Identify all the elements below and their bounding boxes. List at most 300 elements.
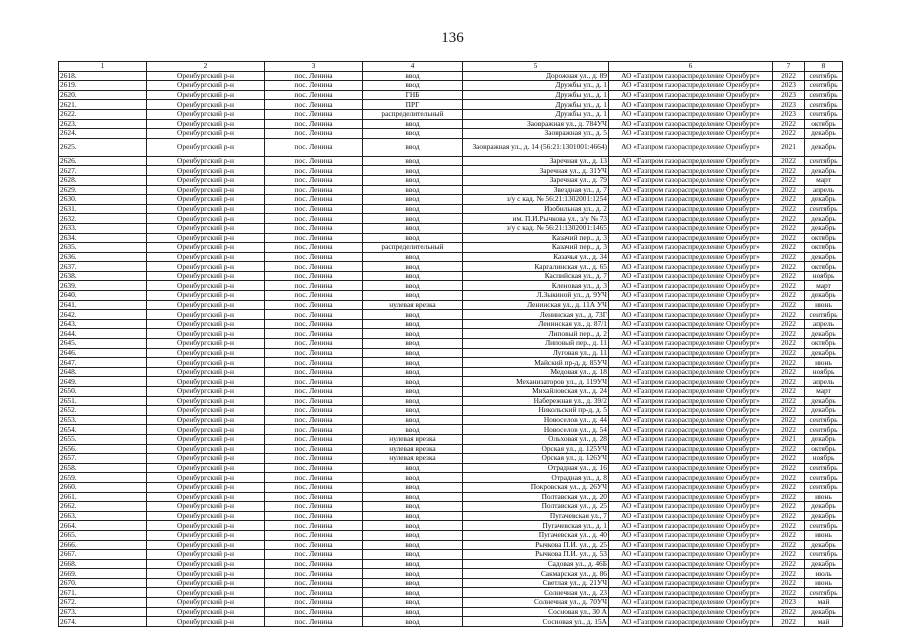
district-cell: Оренбургский р-н xyxy=(147,434,265,444)
row-number: 2642. xyxy=(59,310,147,320)
year-cell: 2022 xyxy=(773,502,805,512)
settlement-cell: пос. Ленина xyxy=(265,243,363,253)
month-cell: сентябрь xyxy=(805,482,843,492)
column-header: 7 xyxy=(773,62,805,72)
address-cell: Пугачевская ул., 7 xyxy=(463,511,609,521)
row-number: 2651. xyxy=(59,396,147,406)
year-cell: 2023 xyxy=(773,100,805,110)
address-cell: Покровская ул., д. 26УЧ xyxy=(463,482,609,492)
organization-cell: АО «Газпром газораспределение Оренбург» xyxy=(609,185,773,195)
row-number: 2657. xyxy=(59,454,147,464)
month-cell: сентябрь xyxy=(805,71,843,81)
month-cell: декабрь xyxy=(805,540,843,550)
row-number: 2665. xyxy=(59,530,147,540)
month-cell: сентябрь xyxy=(805,588,843,598)
district-cell: Оренбургский р-н xyxy=(147,90,265,100)
settlement-cell: пос. Ленина xyxy=(265,588,363,598)
table-row xyxy=(59,109,843,119)
month-cell: сентябрь xyxy=(805,90,843,100)
work-type-cell: ввод xyxy=(363,281,463,291)
month-cell: декабрь xyxy=(805,434,843,444)
month-cell: сентябрь xyxy=(805,81,843,91)
table-row xyxy=(59,607,843,617)
table-row xyxy=(59,521,843,531)
settlement-cell: пос. Ленина xyxy=(265,377,363,387)
month-cell: апрель xyxy=(805,185,843,195)
district-cell: Оренбургский р-н xyxy=(147,387,265,397)
year-cell: 2022 xyxy=(773,588,805,598)
month-cell: апрель xyxy=(805,377,843,387)
organization-cell: АО «Газпром газораспределение Оренбург» xyxy=(609,204,773,214)
document-table xyxy=(58,61,843,627)
table-row xyxy=(59,281,843,291)
work-type-cell: ввод xyxy=(363,339,463,349)
month-cell: декабрь xyxy=(805,511,843,521)
organization-cell: АО «Газпром газораспределение Оренбург» xyxy=(609,454,773,464)
row-number: 2629. xyxy=(59,185,147,195)
work-type-cell: ввод xyxy=(363,81,463,91)
month-cell: декабрь xyxy=(805,348,843,358)
year-cell: 2022 xyxy=(773,281,805,291)
row-number: 2670. xyxy=(59,578,147,588)
month-cell: декабрь xyxy=(805,223,843,233)
settlement-cell: пос. Ленина xyxy=(265,559,363,569)
organization-cell: АО «Газпром газораспределение Оренбург» xyxy=(609,119,773,129)
settlement-cell: пос. Ленина xyxy=(265,81,363,91)
work-type-cell: ввод xyxy=(363,492,463,502)
year-cell: 2022 xyxy=(773,204,805,214)
district-cell: Оренбургский р-н xyxy=(147,81,265,91)
address-cell: Отрадная ул., д. 8 xyxy=(463,473,609,483)
organization-cell: АО «Газпром газораспределение Оренбург» xyxy=(609,406,773,416)
district-cell: Оренбургский р-н xyxy=(147,71,265,81)
district-cell: Оренбургский р-н xyxy=(147,406,265,416)
work-type-cell: ввод xyxy=(363,204,463,214)
year-cell: 2021 xyxy=(773,434,805,444)
organization-cell: АО «Газпром газораспределение Оренбург» xyxy=(609,521,773,531)
work-type-cell: ввод xyxy=(363,348,463,358)
row-number: 2625. xyxy=(59,138,147,156)
table-row xyxy=(59,358,843,368)
row-number: 2646. xyxy=(59,348,147,358)
year-cell: 2022 xyxy=(773,195,805,205)
table-row xyxy=(59,195,843,205)
work-type-cell: ввод xyxy=(363,329,463,339)
work-type-cell: ввод xyxy=(363,578,463,588)
settlement-cell: пос. Ленина xyxy=(265,607,363,617)
district-cell: Оренбургский р-н xyxy=(147,204,265,214)
table-row xyxy=(59,540,843,550)
table-row xyxy=(59,473,843,483)
work-type-cell: ввод xyxy=(363,233,463,243)
month-cell: декабрь xyxy=(805,129,843,139)
district-cell: Оренбургский р-н xyxy=(147,598,265,608)
work-type-cell: ввод xyxy=(363,214,463,224)
address-cell: Ленинская ул., д. 73Г xyxy=(463,310,609,320)
address-cell: Ленинская ул., д. 11А УЧ xyxy=(463,300,609,310)
work-type-cell: ввод xyxy=(363,223,463,233)
district-cell: Оренбургский р-н xyxy=(147,233,265,243)
district-cell: Оренбургский р-н xyxy=(147,271,265,281)
organization-cell: АО «Газпром газораспределение Оренбург» xyxy=(609,166,773,176)
row-number: 2637. xyxy=(59,262,147,272)
table-row xyxy=(59,367,843,377)
work-type-cell: ввод xyxy=(363,367,463,377)
organization-cell: АО «Газпром газораспределение Оренбург» xyxy=(609,396,773,406)
organization-cell: АО «Газпром газораспределение Оренбург» xyxy=(609,473,773,483)
work-type-cell: ввод xyxy=(363,129,463,139)
settlement-cell: пос. Ленина xyxy=(265,463,363,473)
address-cell: Майский пр-д, д. 85УЧ xyxy=(463,358,609,368)
row-number: 2660. xyxy=(59,482,147,492)
work-type-cell: ввод xyxy=(363,175,463,185)
table-row xyxy=(59,233,843,243)
table-header-row xyxy=(59,62,843,72)
table-row xyxy=(59,454,843,464)
address-cell: Дружбы ул., д. 1 xyxy=(463,81,609,91)
table-row xyxy=(59,377,843,387)
month-cell: март xyxy=(805,387,843,397)
year-cell: 2022 xyxy=(773,482,805,492)
year-cell: 2022 xyxy=(773,415,805,425)
organization-cell: АО «Газпром газораспределение Оренбург» xyxy=(609,387,773,397)
work-type-cell: ввод xyxy=(363,166,463,176)
district-cell: Оренбургский р-н xyxy=(147,511,265,521)
row-number: 2654. xyxy=(59,425,147,435)
work-type-cell: ввод xyxy=(363,138,463,156)
address-cell: Набережная ул., д. 39/2 xyxy=(463,396,609,406)
work-type-cell: ввод xyxy=(363,195,463,205)
organization-cell: АО «Газпром газораспределение Оренбург» xyxy=(609,550,773,560)
district-cell: Оренбургский р-н xyxy=(147,214,265,224)
work-type-cell: ввод xyxy=(363,550,463,560)
work-type-cell: ввод xyxy=(363,396,463,406)
year-cell: 2022 xyxy=(773,129,805,139)
row-number: 2619. xyxy=(59,81,147,91)
year-cell: 2022 xyxy=(773,550,805,560)
organization-cell: АО «Газпром газораспределение Оренбург» xyxy=(609,425,773,435)
table-row xyxy=(59,482,843,492)
month-cell: сентябрь xyxy=(805,521,843,531)
month-cell: сентябрь xyxy=(805,550,843,560)
organization-cell: АО «Газпром газораспределение Оренбург» xyxy=(609,109,773,119)
row-number: 2672. xyxy=(59,598,147,608)
organization-cell: АО «Газпром газораспределение Оренбург» xyxy=(609,569,773,579)
year-cell: 2022 xyxy=(773,175,805,185)
row-number: 2641. xyxy=(59,300,147,310)
address-cell: Полтавская ул., д. 25 xyxy=(463,502,609,512)
work-type-cell: ввод xyxy=(363,271,463,281)
table-row xyxy=(59,569,843,579)
settlement-cell: пос. Ленина xyxy=(265,387,363,397)
settlement-cell: пос. Ленина xyxy=(265,252,363,262)
year-cell: 2022 xyxy=(773,444,805,454)
district-cell: Оренбургский р-н xyxy=(147,559,265,569)
district-cell: Оренбургский р-н xyxy=(147,425,265,435)
address-cell: Михайловская ул., д. 24 xyxy=(463,387,609,397)
settlement-cell: пос. Ленина xyxy=(265,406,363,416)
settlement-cell: пос. Ленина xyxy=(265,195,363,205)
table-row xyxy=(59,434,843,444)
table-row xyxy=(59,291,843,301)
month-cell: декабрь xyxy=(805,396,843,406)
month-cell: март xyxy=(805,281,843,291)
organization-cell: АО «Газпром газораспределение Оренбург» xyxy=(609,617,773,627)
organization-cell: АО «Газпром газораспределение Оренбург» xyxy=(609,175,773,185)
organization-cell: АО «Газпром газораспределение Оренбург» xyxy=(609,339,773,349)
row-number: 2666. xyxy=(59,540,147,550)
year-cell: 2023 xyxy=(773,81,805,91)
organization-cell: АО «Газпром газораспределение Оренбург» xyxy=(609,281,773,291)
settlement-cell: пос. Ленина xyxy=(265,271,363,281)
district-cell: Оренбургский р-н xyxy=(147,348,265,358)
organization-cell: АО «Газпром газораспределение Оренбург» xyxy=(609,262,773,272)
work-type-cell: ввод xyxy=(363,262,463,272)
table-row xyxy=(59,175,843,185)
organization-cell: АО «Газпром газораспределение Оренбург» xyxy=(609,607,773,617)
year-cell: 2022 xyxy=(773,578,805,588)
month-cell: сентябрь xyxy=(805,415,843,425)
table-row xyxy=(59,71,843,81)
district-cell: Оренбургский р-н xyxy=(147,310,265,320)
address-cell: Механизаторов ул., д. 119УЧ xyxy=(463,377,609,387)
table-row xyxy=(59,319,843,329)
row-number: 2620. xyxy=(59,90,147,100)
month-cell: июнь xyxy=(805,300,843,310)
organization-cell: АО «Газпром газораспределение Оренбург» xyxy=(609,540,773,550)
district-cell: Оренбургский р-н xyxy=(147,129,265,139)
district-cell: Оренбургский р-н xyxy=(147,454,265,464)
year-cell: 2022 xyxy=(773,387,805,397)
address-cell: Пугачевская ул., д. 1 xyxy=(463,521,609,531)
row-number: 2667. xyxy=(59,550,147,560)
month-cell: март xyxy=(805,175,843,185)
month-cell: ноябрь xyxy=(805,367,843,377)
settlement-cell: пос. Ленина xyxy=(265,511,363,521)
month-cell: декабрь xyxy=(805,329,843,339)
organization-cell: АО «Газпром газораспределение Оренбург» xyxy=(609,434,773,444)
column-header: 4 xyxy=(363,62,463,72)
work-type-cell: ввод xyxy=(363,473,463,483)
organization-cell: АО «Газпром газораспределение Оренбург» xyxy=(609,71,773,81)
organization-cell: АО «Газпром газораспределение Оренбург» xyxy=(609,300,773,310)
row-number: 2618. xyxy=(59,71,147,81)
year-cell: 2022 xyxy=(773,71,805,81)
table-row xyxy=(59,329,843,339)
organization-cell: АО «Газпром газораспределение Оренбург» xyxy=(609,559,773,569)
organization-cell: АО «Газпром газораспределение Оренбург» xyxy=(609,329,773,339)
row-number: 2631. xyxy=(59,204,147,214)
district-cell: Оренбургский р-н xyxy=(147,530,265,540)
table-row xyxy=(59,550,843,560)
settlement-cell: пос. Ленина xyxy=(265,578,363,588)
settlement-cell: пос. Ленина xyxy=(265,482,363,492)
year-cell: 2022 xyxy=(773,271,805,281)
row-number: 2663. xyxy=(59,511,147,521)
work-type-cell: ПРГ xyxy=(363,100,463,110)
address-cell: з/у с кад. № 56:21:1302001:1465 xyxy=(463,223,609,233)
work-type-cell: нулевая врезка xyxy=(363,300,463,310)
row-number: 2636. xyxy=(59,252,147,262)
address-cell: им. П.И.Рычкова ул., з/у № 73 xyxy=(463,214,609,224)
row-number: 2658. xyxy=(59,463,147,473)
year-cell: 2023 xyxy=(773,109,805,119)
month-cell: декабрь xyxy=(805,559,843,569)
address-cell: Казачий пер., д. 3 xyxy=(463,233,609,243)
page-number: 136 xyxy=(441,30,464,46)
address-cell: Заовражная ул., д. 14 (56:21:1301001:4664) xyxy=(463,138,609,156)
table-row xyxy=(59,559,843,569)
year-cell: 2022 xyxy=(773,214,805,224)
month-cell: октябрь xyxy=(805,262,843,272)
work-type-cell: распределительный xyxy=(363,243,463,253)
organization-cell: АО «Газпром газораспределение Оренбург» xyxy=(609,81,773,91)
column-header: 8 xyxy=(805,62,843,72)
district-cell: Оренбургский р-н xyxy=(147,377,265,387)
settlement-cell: пос. Ленина xyxy=(265,598,363,608)
row-number: 2661. xyxy=(59,492,147,502)
settlement-cell: пос. Ленина xyxy=(265,129,363,139)
address-cell: Заречная ул., д. 13 xyxy=(463,156,609,166)
settlement-cell: пос. Ленина xyxy=(265,617,363,627)
organization-cell: АО «Газпром газораспределение Оренбург» xyxy=(609,415,773,425)
organization-cell: АО «Газпром газораспределение Оренбург» xyxy=(609,319,773,329)
district-cell: Оренбургский р-н xyxy=(147,502,265,512)
organization-cell: АО «Газпром газораспределение Оренбург» xyxy=(609,578,773,588)
district-cell: Оренбургский р-н xyxy=(147,319,265,329)
year-cell: 2022 xyxy=(773,185,805,195)
month-cell: июнь xyxy=(805,530,843,540)
table-row xyxy=(59,310,843,320)
year-cell: 2022 xyxy=(773,166,805,176)
row-number: 2647. xyxy=(59,358,147,368)
table-row xyxy=(59,252,843,262)
table-row xyxy=(59,492,843,502)
address-cell: Рычкова П.И. ул., д. 53 xyxy=(463,550,609,560)
year-cell: 2022 xyxy=(773,530,805,540)
settlement-cell: пос. Ленина xyxy=(265,521,363,531)
month-cell: декабрь xyxy=(805,195,843,205)
year-cell: 2022 xyxy=(773,540,805,550)
settlement-cell: пос. Ленина xyxy=(265,281,363,291)
work-type-cell: ввод xyxy=(363,358,463,368)
year-cell: 2022 xyxy=(773,223,805,233)
month-cell: ноябрь xyxy=(805,454,843,464)
table-row xyxy=(59,406,843,416)
month-cell: сентябрь xyxy=(805,109,843,119)
settlement-cell: пос. Ленина xyxy=(265,358,363,368)
district-cell: Оренбургский р-н xyxy=(147,607,265,617)
work-type-cell: ввод xyxy=(363,71,463,81)
month-cell: октябрь xyxy=(805,243,843,253)
work-type-cell: ввод xyxy=(363,530,463,540)
work-type-cell: ввод xyxy=(363,425,463,435)
work-type-cell: ГНБ xyxy=(363,90,463,100)
table-row xyxy=(59,204,843,214)
year-cell: 2022 xyxy=(773,406,805,416)
work-type-cell: ввод xyxy=(363,598,463,608)
organization-cell: АО «Газпром газораспределение Оренбург» xyxy=(609,598,773,608)
organization-cell: АО «Газпром газораспределение Оренбург» xyxy=(609,291,773,301)
work-type-cell: ввод xyxy=(363,502,463,512)
row-number: 2655. xyxy=(59,434,147,444)
table-row xyxy=(59,223,843,233)
organization-cell: АО «Газпром газораспределение Оренбург» xyxy=(609,138,773,156)
row-number: 2634. xyxy=(59,233,147,243)
settlement-cell: пос. Ленина xyxy=(265,204,363,214)
work-type-cell: нулевая врезка xyxy=(363,454,463,464)
table-row xyxy=(59,617,843,627)
month-cell: апрель xyxy=(805,319,843,329)
row-number: 2627. xyxy=(59,166,147,176)
organization-cell: АО «Газпром газораспределение Оренбург» xyxy=(609,444,773,454)
organization-cell: АО «Газпром газораспределение Оренбург» xyxy=(609,377,773,387)
district-cell: Оренбургский р-н xyxy=(147,138,265,156)
organization-cell: АО «Газпром газораспределение Оренбург» xyxy=(609,252,773,262)
table-row xyxy=(59,588,843,598)
month-cell: сентябрь xyxy=(805,425,843,435)
row-number: 2674. xyxy=(59,617,147,627)
work-type-cell: ввод xyxy=(363,569,463,579)
address-cell: Кленовая ул., д. 3 xyxy=(463,281,609,291)
district-cell: Оренбургский р-н xyxy=(147,482,265,492)
year-cell: 2022 xyxy=(773,454,805,464)
address-cell: Сосновая ул., д. 15А xyxy=(463,617,609,627)
work-type-cell: ввод xyxy=(363,310,463,320)
settlement-cell: пос. Ленина xyxy=(265,223,363,233)
work-type-cell: ввод xyxy=(363,540,463,550)
organization-cell: АО «Газпром газораспределение Оренбург» xyxy=(609,367,773,377)
organization-cell: АО «Газпром газораспределение Оренбург» xyxy=(609,156,773,166)
table-row xyxy=(59,387,843,397)
district-cell: Оренбургский р-н xyxy=(147,281,265,291)
district-cell: Оренбургский р-н xyxy=(147,473,265,483)
year-cell: 2022 xyxy=(773,492,805,502)
month-cell: сентябрь xyxy=(805,156,843,166)
settlement-cell: пос. Ленина xyxy=(265,90,363,100)
month-cell: декабрь xyxy=(805,502,843,512)
settlement-cell: пос. Ленина xyxy=(265,454,363,464)
settlement-cell: пос. Ленина xyxy=(265,425,363,435)
address-cell: Каргалинская ул., д. 65 xyxy=(463,262,609,272)
year-cell: 2022 xyxy=(773,310,805,320)
settlement-cell: пос. Ленина xyxy=(265,550,363,560)
month-cell: декабрь xyxy=(805,214,843,224)
address-cell: Полтавская ул., д. 20 xyxy=(463,492,609,502)
district-cell: Оренбургский р-н xyxy=(147,578,265,588)
year-cell: 2022 xyxy=(773,233,805,243)
organization-cell: АО «Газпром газораспределение Оренбург» xyxy=(609,223,773,233)
address-cell: Звездная ул., д. 7 xyxy=(463,185,609,195)
row-number: 2662. xyxy=(59,502,147,512)
year-cell: 2022 xyxy=(773,329,805,339)
settlement-cell: пос. Ленина xyxy=(265,367,363,377)
address-cell: Орская ул., д. 125УЧ xyxy=(463,444,609,454)
row-number: 2653. xyxy=(59,415,147,425)
row-number: 2656. xyxy=(59,444,147,454)
district-cell: Оренбургский р-н xyxy=(147,223,265,233)
table-row xyxy=(59,138,843,156)
organization-cell: АО «Газпром газораспределение Оренбург» xyxy=(609,348,773,358)
settlement-cell: пос. Ленина xyxy=(265,109,363,119)
address-cell: Липовый пер., д. 2 xyxy=(463,329,609,339)
row-number: 2630. xyxy=(59,195,147,205)
organization-cell: АО «Газпром газораспределение Оренбург» xyxy=(609,233,773,243)
table-row xyxy=(59,243,843,253)
table-row xyxy=(59,185,843,195)
work-type-cell: ввод xyxy=(363,319,463,329)
organization-cell: АО «Газпром газораспределение Оренбург» xyxy=(609,511,773,521)
